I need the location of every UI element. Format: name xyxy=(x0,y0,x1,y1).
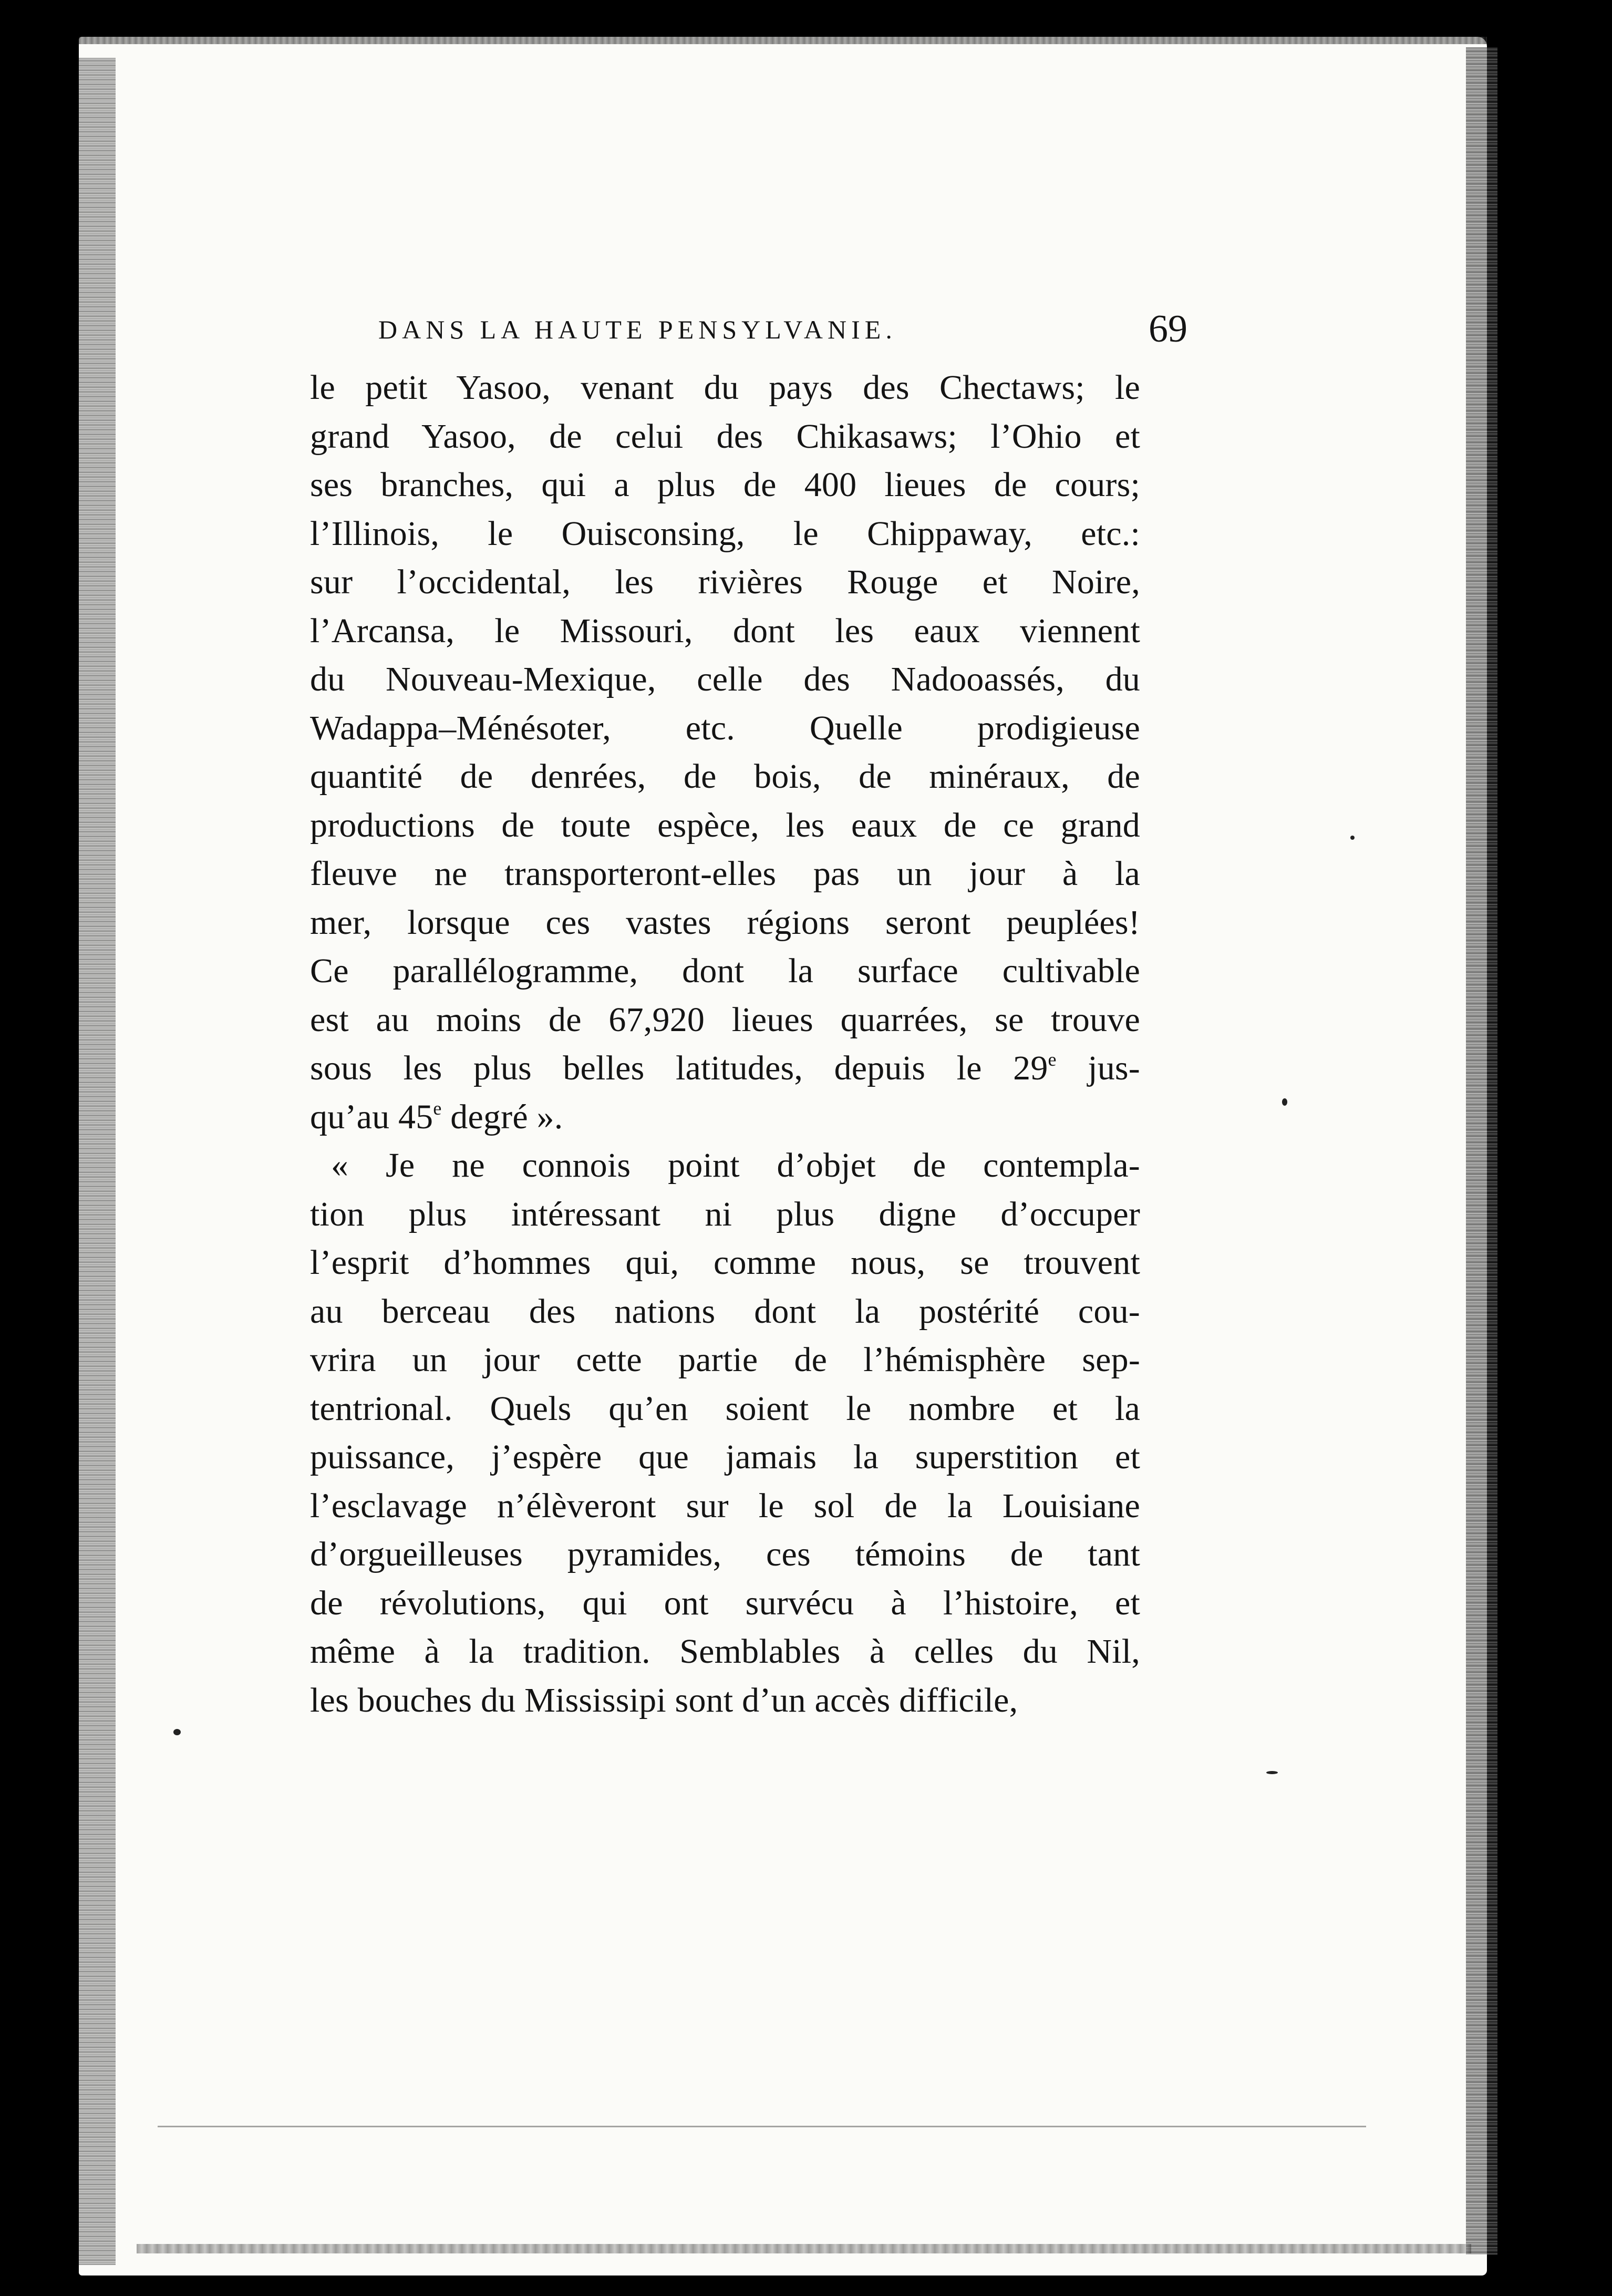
text-line xyxy=(310,1482,1140,1531)
text-line-main: « Je ne connois point d’objet de contempla- xyxy=(331,1146,1140,1185)
running-header xyxy=(378,307,1187,352)
text-line xyxy=(310,1141,1140,1190)
text-line-main: tion plus intéressant ni plus digne d’occuper xyxy=(310,1195,1140,1233)
text-line xyxy=(310,1676,1140,1725)
binding-gutter xyxy=(79,58,116,2265)
ink-speck xyxy=(173,1729,181,1735)
text-line-main: Ce parallélogramme, dont la surface cultivable xyxy=(310,952,1140,990)
text-line xyxy=(310,850,1140,899)
body-text xyxy=(310,364,1140,1725)
text-line-main: l’Arcansa, le Missouri, dont les eaux viennent xyxy=(310,611,1140,650)
text-line xyxy=(310,704,1140,753)
text-line xyxy=(310,1433,1140,1482)
text-line xyxy=(310,1093,1140,1142)
text-line-main: quantité de denrées, de bois, de minéraux, de xyxy=(310,757,1140,796)
text-line xyxy=(310,1579,1140,1628)
text-line-main: de révolutions, qui ont survécu à l’histoire, et xyxy=(310,1583,1140,1622)
ink-speck xyxy=(1282,1098,1287,1106)
text-line-main: fleuve ne transporteront-elles pas un jour à la xyxy=(310,854,1140,893)
text-line-main: les bouches du Mississipi sont d’un accès difficile, xyxy=(310,1681,1018,1720)
text-line-main: tentrional. Quels qu’en soient le nombre et la xyxy=(310,1389,1140,1428)
text-line xyxy=(310,1239,1140,1288)
text-line xyxy=(310,753,1140,801)
text-line-main: productions de toute espèce, les eaux de ce grand xyxy=(310,806,1140,845)
text-line-main: vrira un jour cette partie de l’hémisphère sep- xyxy=(310,1341,1140,1379)
text-line-main: sous les plus belles latitudes, depuis le 29 xyxy=(310,1049,1048,1087)
text-line-tail: degré ». xyxy=(441,1097,563,1136)
text-line xyxy=(310,364,1140,413)
text-line xyxy=(310,1288,1140,1336)
text-line-main: ses branches, qui a plus de 400 lieues de cours; xyxy=(310,466,1140,504)
text-line-main: mer, lorsque ces vastes régions seront peuplées! xyxy=(310,903,1140,942)
text-line-main: puissance, j’espère que jamais la superstition et xyxy=(310,1438,1140,1476)
text-line-main: qu’au 45 xyxy=(310,1097,433,1136)
text-line-main: sur l’occidental, les rivières Rouge et Noire, xyxy=(310,563,1140,601)
text-line-main: même à la tradition. Semblables à celles du Nil, xyxy=(310,1632,1140,1671)
superscript: e xyxy=(1048,1049,1057,1070)
text-line-main: est au moins de 67,920 lieues quarrées, se trouve xyxy=(310,1000,1140,1039)
text-line xyxy=(310,558,1140,607)
ink-speck xyxy=(1266,1771,1278,1774)
text-line-main: du Nouveau-Mexique, celle des Nadooassés, du xyxy=(310,660,1140,698)
ink-speck xyxy=(1350,836,1355,840)
text-line xyxy=(310,1044,1140,1093)
text-line xyxy=(310,1628,1140,1676)
page-number: 69 xyxy=(1149,307,1187,351)
text-line xyxy=(310,1385,1140,1434)
text-line-main: au berceau des nations dont la postérité cou- xyxy=(310,1292,1140,1331)
text-line xyxy=(310,461,1140,510)
text-line xyxy=(310,510,1140,559)
text-line-main: grand Yasoo, de celui des Chikasaws; l’Ohio et xyxy=(310,417,1140,456)
text-line-main: l’esclavage n’élèveront sur le sol de la Louisiane xyxy=(310,1486,1140,1525)
text-line xyxy=(310,1336,1140,1385)
text-line xyxy=(310,996,1140,1045)
page-edge-right xyxy=(1466,47,1497,2254)
text-line xyxy=(310,607,1140,656)
text-line xyxy=(310,413,1140,461)
running-header-title: DANS LA HAUTE PENSYLVANIE. xyxy=(378,315,897,344)
text-line xyxy=(310,801,1140,850)
text-line xyxy=(310,655,1140,704)
page-edge-top xyxy=(79,37,1487,44)
text-line-main: l’Illinois, le Ouisconsing, le Chippaway, etc.: xyxy=(310,514,1140,553)
text-line-main: l’esprit d’hommes qui, comme nous, se trouvent xyxy=(310,1243,1140,1282)
text-line-tail: jus- xyxy=(1056,1049,1140,1087)
text-line xyxy=(310,947,1140,996)
page-edge-bottom xyxy=(137,2244,1471,2253)
text-line xyxy=(310,899,1140,948)
text-line-main: Wadappa–Ménésoter, etc. Quelle prodigieuse xyxy=(310,708,1140,747)
superscript: e xyxy=(433,1097,442,1119)
bottom-scan-line xyxy=(158,2126,1366,2127)
text-line xyxy=(310,1530,1140,1579)
text-line xyxy=(310,1190,1140,1239)
text-line-main: d’orgueilleuses pyramides, ces témoins de tant xyxy=(310,1535,1140,1573)
text-line-main: le petit Yasoo, venant du pays des Chectaws; le xyxy=(310,368,1140,407)
